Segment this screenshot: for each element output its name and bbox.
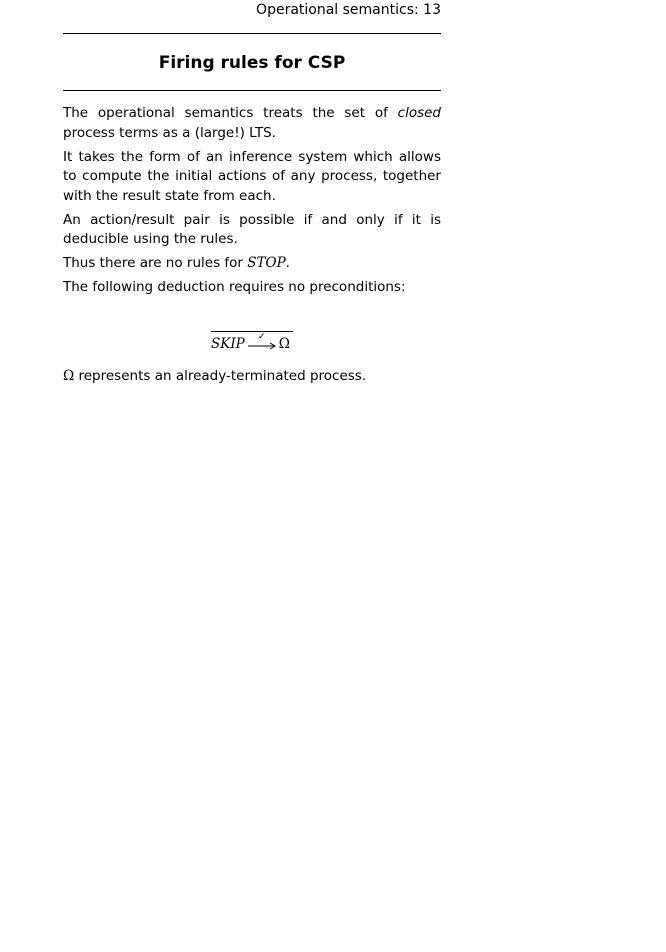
omega-note-symbol: Ω xyxy=(63,368,75,384)
paragraph-stop-text-start: Thus there are no rules for xyxy=(63,255,248,271)
skip-inference-rule xyxy=(211,331,293,352)
closed-emphasis: closed xyxy=(397,105,441,121)
slide-title: Firing rules for CSP xyxy=(158,53,346,73)
inference-conclusion xyxy=(211,332,293,352)
stop-process-symbol: STOP xyxy=(247,255,286,271)
tick-action-label: ✓ xyxy=(257,332,266,342)
paragraph-deducible: An action/result pair is possible if and only if it is deducible using the rules. xyxy=(63,211,441,247)
page-header-text: Operational semantics: 13 xyxy=(256,2,441,18)
omega-note-text: represents an already-terminated process. xyxy=(74,368,367,384)
right-arrow-icon xyxy=(247,342,277,350)
title-top-rule xyxy=(63,33,441,34)
running-header xyxy=(63,1,441,19)
paragraph-inference-system: It takes the form of an inference system which allows to compute the initial actions of any process, together with the result state from each. xyxy=(63,148,441,204)
title-bottom-rule xyxy=(63,90,441,91)
omega-note xyxy=(63,367,441,387)
skip-process-symbol: SKIP xyxy=(211,336,245,352)
transition-arrow xyxy=(247,332,277,352)
paragraph-lts-text-start: The operational semantics treats the set of xyxy=(63,105,398,121)
slide-body xyxy=(63,104,441,302)
omega-symbol: Ω xyxy=(278,336,290,352)
paragraph-stop xyxy=(63,254,441,274)
paragraph-lts xyxy=(63,104,441,143)
paragraph-stop-text-end: . xyxy=(285,255,290,271)
paragraph-no-preconditions: The following deduction requires no preconditions: xyxy=(63,279,406,295)
paragraph-lts-text-end: process terms as a (large!) LTS. xyxy=(63,124,276,141)
